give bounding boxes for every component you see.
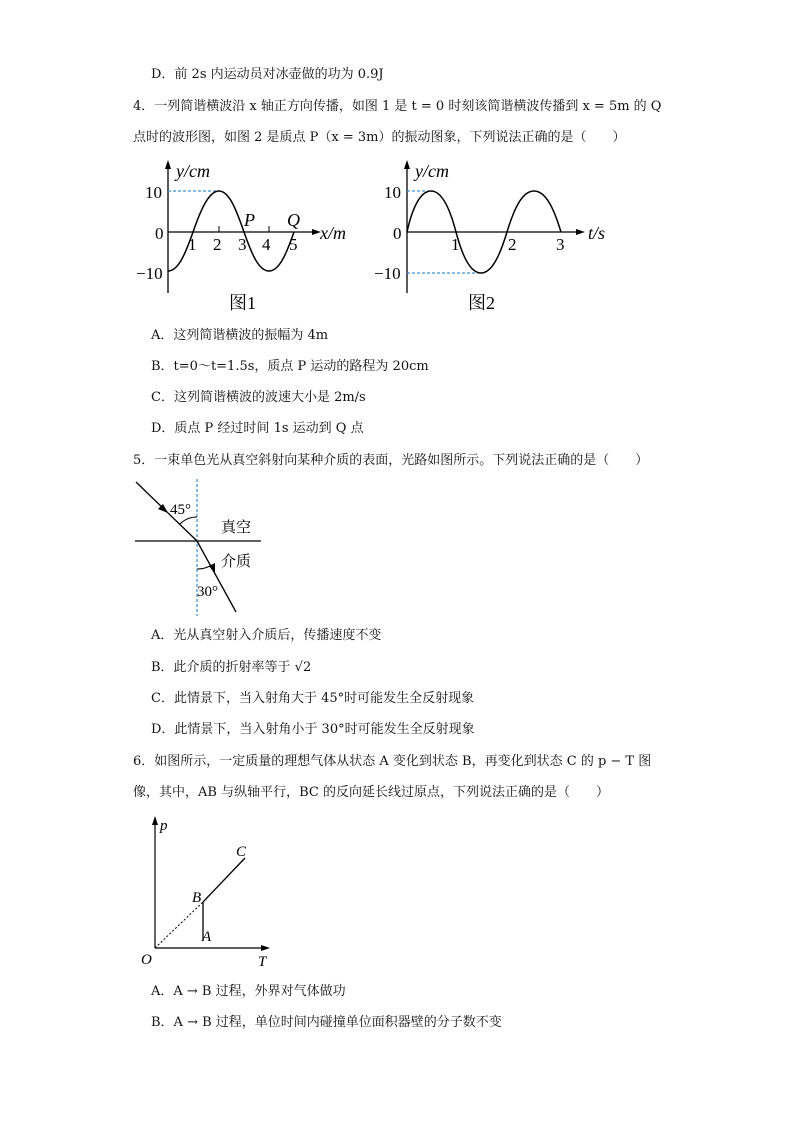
q4-fig1-xtick-4: 4 xyxy=(262,235,271,254)
q4-option-c: C．这列简谐横波的波速大小是 2m/s xyxy=(151,390,366,405)
q4-stem-line1: 4．一列简谐横波沿 x 轴正方向传播，如图 1 是 t = 0 时刻该简谐横波传播到 x = 5m 的 Q xyxy=(133,99,662,114)
q6-point-c: C xyxy=(236,844,247,860)
q4-fig1-xtick-5: 5 xyxy=(289,235,298,254)
q4-fig1-xtick-2: 2 xyxy=(213,235,222,254)
q5-option-d: D．此情景下，当入射角小于 30°时可能发生全反射现象 xyxy=(151,722,475,737)
q6-point-b: B xyxy=(192,890,202,906)
q3-option-d: D．前 2s 内运动员对冰壶做的功为 0.9J xyxy=(151,67,384,82)
q6-stem-line1: 6．如图所示，一定质量的理想气体从状态 A 变化到状态 B，再变化到状态 C 的 p − T 图 xyxy=(133,754,652,769)
q4-fig1-caption: 图1 xyxy=(229,293,256,313)
q5-angle-incident: 45° xyxy=(170,502,191,518)
q4-fig2-ylabel: y/cm xyxy=(415,161,449,181)
q4-fig2-xlabel: t/s xyxy=(588,223,606,243)
q4-option-b: B．t=0～t=1.5s，质点 P 运动的路程为 20cm xyxy=(151,359,429,374)
q4-fig2-xtick-3: 3 xyxy=(556,235,565,254)
q6-xlabel: T xyxy=(258,954,267,970)
q6-option-a: A．A → B 过程，外界对气体做功 xyxy=(151,984,346,999)
q4-fig2-ytick-10: 10 xyxy=(384,183,401,202)
q5-option-b: B．此介质的折射率等于 √2 xyxy=(151,660,312,675)
q5-option-a: A．光从真空射入介质后，传播速度不变 xyxy=(151,628,382,643)
q5-angle-refracted: 30° xyxy=(197,584,218,600)
q6-stem-line2: 像，其中，AB 与纵轴平行，BC 的反向延长线过原点，下列说法正确的是（ ） xyxy=(133,785,609,800)
q4-fig1-xlabel: x/m xyxy=(320,223,346,243)
q4-fig1-ytick-neg10: −10 xyxy=(136,264,163,283)
q4-fig2-xtick-1: 1 xyxy=(451,235,460,254)
q4-stem-line2: 点时的波形图，如图 2 是质点 P（x = 3m）的振动图象，下列说法正确的是（ ） xyxy=(133,130,626,145)
q4-fig2-caption: 图2 xyxy=(468,293,495,313)
q6-ylabel: p xyxy=(160,818,168,834)
q6-option-b: B．A → B 过程，单位时间内碰撞单位面积器壁的分子数不变 xyxy=(151,1015,502,1030)
q5-stem: 5．一束单色光从真空斜射向某种介质的表面，光路如图所示。下列说法正确的是（ ） xyxy=(133,453,649,468)
q6-origin: O xyxy=(141,952,152,968)
q4-fig2-xtick-2: 2 xyxy=(508,235,517,254)
q6-point-a: A xyxy=(202,929,212,945)
q4-option-d: D．质点 P 经过时间 1s 运动到 Q 点 xyxy=(151,421,364,436)
q4-fig1-ylabel: y/cm xyxy=(176,161,210,181)
q5-option-c: C．此情景下，当入射角大于 45°时可能发生全反射现象 xyxy=(151,691,475,706)
q4-fig1-point-p: P xyxy=(244,210,255,230)
q4-fig1-ytick-0: 0 xyxy=(155,224,164,243)
q4-option-a: A．这列简谐横波的振幅为 4m xyxy=(151,328,329,343)
q5-label-vacuum: 真空 xyxy=(221,520,252,536)
q4-fig1-point-q: Q xyxy=(287,210,300,230)
q5-label-medium: 介质 xyxy=(221,554,252,570)
q4-fig1-xtick-1: 1 xyxy=(188,235,197,254)
q4-fig2-ytick-neg10: −10 xyxy=(374,264,401,283)
q4-fig1-ytick-10: 10 xyxy=(145,183,162,202)
q4-fig1-xtick-3: 3 xyxy=(238,235,247,254)
q4-fig2-ytick-0: 0 xyxy=(393,224,402,243)
